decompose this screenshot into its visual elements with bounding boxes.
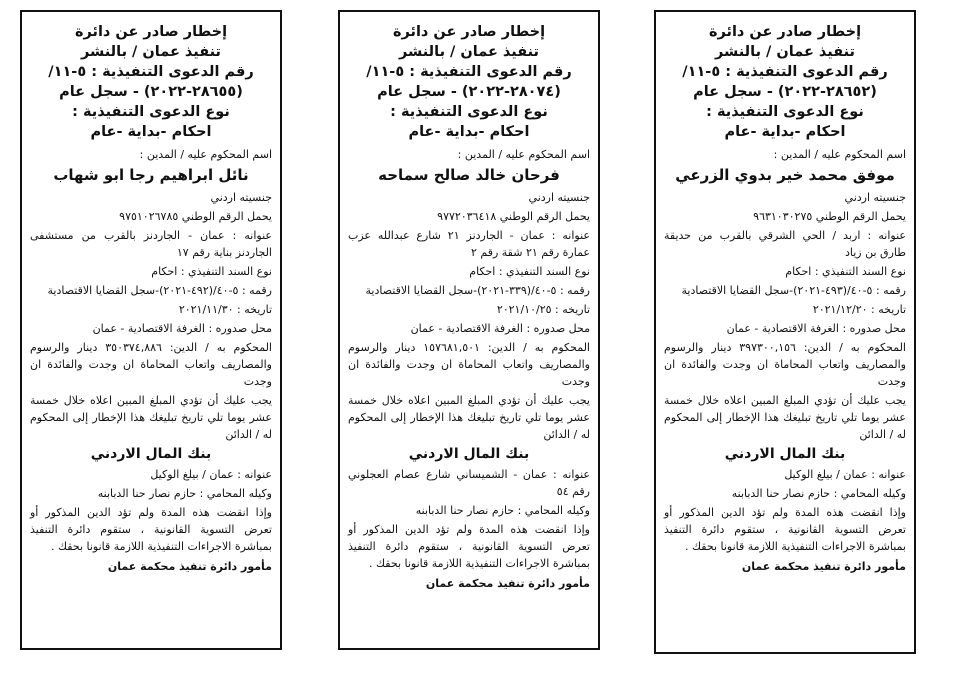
notice-2 xyxy=(338,10,600,650)
creditor-address: عنوانه : عمان - الشميساني شارع عصام العجلوني رقم ٥٤ xyxy=(348,468,590,498)
payment-demand: يجب عليك أن تؤدي المبلغ المبين اعلاه خلال خمسة عشر يوما تلي تاريخ تبليغك هذا الإخطار إلى المحكوم له / الدائن xyxy=(30,394,272,441)
case-type-label: نوع الدعوى التنفيذية : xyxy=(72,104,230,120)
nationality: جنسيته اردني xyxy=(210,191,272,204)
national-id: يحمل الرقم الوطني ٩٧٧٢٠٣٦٤١٨ xyxy=(437,210,590,223)
notice-title: إخطار صادر عن دائرة xyxy=(708,24,862,40)
case-type: احكام -بداية -عام xyxy=(724,124,846,140)
payment-demand: يجب عليك أن تؤدي المبلغ المبين اعلاه خلال خمسة عشر يوما تلي تاريخ تبليغك هذا الإخطار إلى المحكوم له / الدائن xyxy=(664,394,906,441)
judgment-amount: المحكوم به / الدين: ٣٥٠٣٧٤,٨٨٦ دينار والرسوم والمصاريف واتعاب المحاماة ان وجدت والفائدة ان وجدت xyxy=(30,341,272,388)
issued-by: محل صدوره : الغرفة الاقتصادية - عمان xyxy=(92,322,272,335)
document-date: تاريخه : ٢٠٢١/١١/٣٠ xyxy=(178,303,272,316)
judgment-amount: المحكوم به / الدين: ٣٩٧٣٠٠,١٥٦ دينار والرسوم والمصاريف واتعاب المحاماة ان وجدت والفائدة ان وجدت xyxy=(664,341,906,388)
legal-warning: وإذا انقضت هذه المدة ولم تؤد الدين المذكور أو تعرض التسوية القانونية ، ستقوم دائرة التنفيذ بمباشرة الاجراءات التنفيذية اللازمة قانونا بحقك . xyxy=(30,506,272,553)
creditor-lawyer: وكيله المحامي : حازم نصار حنا الدبابنه xyxy=(731,487,906,500)
notice-title: إخطار صادر عن دائرة xyxy=(74,24,228,40)
issued-by: محل صدوره : الغرفة الاقتصادية - عمان xyxy=(726,322,906,335)
judgment-amount: المحكوم به / الدين: ١٥٧٦٨١,٥٠١ دينار والرسوم والمصاريف واتعاب المحاماة ان وجدت والفائدة ان وجدت xyxy=(348,341,590,388)
creditor-name: بنك المال الاردني xyxy=(90,446,212,462)
case-number-line2: (٢٨٦٥٥-٢٠٢٢) - سجل عام xyxy=(59,84,243,100)
document-number: رقمه : ٥-٤٠/(٣٣٩-٢٠٢١)-سجل القضايا الاقتصادية xyxy=(365,284,590,297)
debtor-label: اسم المحكوم عليه / المدين : xyxy=(773,148,906,161)
debtor-label: اسم المحكوم عليه / المدين : xyxy=(457,148,590,161)
case-type-label: نوع الدعوى التنفيذية : xyxy=(390,104,548,120)
debtor-address: عنوانه : اربد / الحي الشرقي بالقرب من حديقة طارق بن زياد xyxy=(664,229,906,259)
notice-1 xyxy=(654,10,916,654)
legal-warning: وإذا انقضت هذه المدة ولم تؤد الدين المذكور أو تعرض التسوية القانونية ، ستقوم دائرة التنفيذ بمباشرة الاجراءات التنفيذية اللازمة قانونا بحقك . xyxy=(348,523,590,570)
case-type: احكام -بداية -عام xyxy=(90,124,212,140)
national-id: يحمل الرقم الوطني ٩٦٣١٠٣٠٢٧٥ xyxy=(753,210,906,223)
debtor-name: فرحان خالد صالح سماحه xyxy=(378,166,560,184)
document-type: نوع السند التنفيذي : احكام xyxy=(469,265,590,278)
case-number-line1: رقم الدعوى التنفيذية : ٥-١١/ xyxy=(48,64,254,80)
debtor-address: عنوانه : عمان - الجاردنز ٢١ شارع عبدالله عزب عمارة رقم ٢١ شقة رقم ٢ xyxy=(348,229,590,259)
national-id: يحمل الرقم الوطني ٩٧٥١٠٢٦٧٨٥ xyxy=(119,210,272,223)
document-number: رقمه : ٥-٤٠/(٤٩٢-٢٠٢١)-سجل القضايا الاقتصادية xyxy=(47,284,272,297)
debtor-address: عنوانه : عمان - الجاردنز بالقرب من مستشفى الجاردنز بناية رقم ١٧ xyxy=(30,229,272,259)
creditor-name: بنك المال الاردني xyxy=(724,446,846,462)
debtor-name: نائل ابراهيم رجا ابو شهاب xyxy=(53,166,249,184)
notice-subtitle: تنفيذ عمان / بالنشر xyxy=(714,44,855,60)
debtor-name: موفق محمد خير بدوي الزرعي xyxy=(675,166,895,184)
case-number-line2: (٢٨٦٥٢-٢٠٢٢) - سجل عام xyxy=(693,84,877,100)
document-type: نوع السند التنفيذي : احكام xyxy=(785,265,906,278)
creditor-address: عنوانه : عمان / بيلغ الوكيل xyxy=(784,468,906,481)
signature: مأمور دائرة تنفيذ محكمة عمان xyxy=(107,560,272,573)
notice-title: إخطار صادر عن دائرة xyxy=(392,24,546,40)
case-type: احكام -بداية -عام xyxy=(408,124,530,140)
case-number-line2: (٢٨٠٧٤-٢٠٢٢) - سجل عام xyxy=(377,84,561,100)
creditor-name: بنك المال الاردني xyxy=(408,446,530,462)
nationality: جنسيته اردني xyxy=(528,191,590,204)
document-type: نوع السند التنفيذي : احكام xyxy=(151,265,272,278)
notice-subtitle: تنفيذ عمان / بالنشر xyxy=(398,44,539,60)
issued-by: محل صدوره : الغرفة الاقتصادية - عمان xyxy=(410,322,590,335)
document-date: تاريخه : ٢٠٢١/١٢/٢٠ xyxy=(812,303,906,316)
signature: مأمور دائرة تنفيذ محكمة عمان xyxy=(425,577,590,590)
document-date: تاريخه : ٢٠٢١/١٠/٢٥ xyxy=(496,303,590,316)
creditor-lawyer: وكيله المحامي : حازم نصار حنا الدبابنه xyxy=(97,487,272,500)
nationality: جنسيته اردني xyxy=(844,191,906,204)
creditor-address: عنوانه : عمان / بيلغ الوكيل xyxy=(150,468,272,481)
notice-subtitle: تنفيذ عمان / بالنشر xyxy=(80,44,221,60)
notice-3 xyxy=(20,10,282,650)
case-number-line1: رقم الدعوى التنفيذية : ٥-١١/ xyxy=(366,64,572,80)
creditor-lawyer: وكيله المحامي : حازم نصار حنا الدبابنه xyxy=(415,504,590,517)
document-number: رقمه : ٥-٤٠/(٤٩٣-٢٠٢١)-سجل القضايا الاقتصادية xyxy=(681,284,906,297)
legal-warning: وإذا انقضت هذه المدة ولم تؤد الدين المذكور أو تعرض التسوية القانونية ، ستقوم دائرة التنفيذ بمباشرة الاجراءات التنفيذية اللازمة قانونا بحقك . xyxy=(664,506,906,553)
case-number-line1: رقم الدعوى التنفيذية : ٥-١١/ xyxy=(682,64,888,80)
payment-demand: يجب عليك أن تؤدي المبلغ المبين اعلاه خلال خمسة عشر يوما تلي تاريخ تبليغك هذا الإخطار إلى المحكوم له / الدائن xyxy=(348,394,590,441)
case-type-label: نوع الدعوى التنفيذية : xyxy=(706,104,864,120)
debtor-label: اسم المحكوم عليه / المدين : xyxy=(139,148,272,161)
signature: مأمور دائرة تنفيذ محكمة عمان xyxy=(741,560,906,573)
